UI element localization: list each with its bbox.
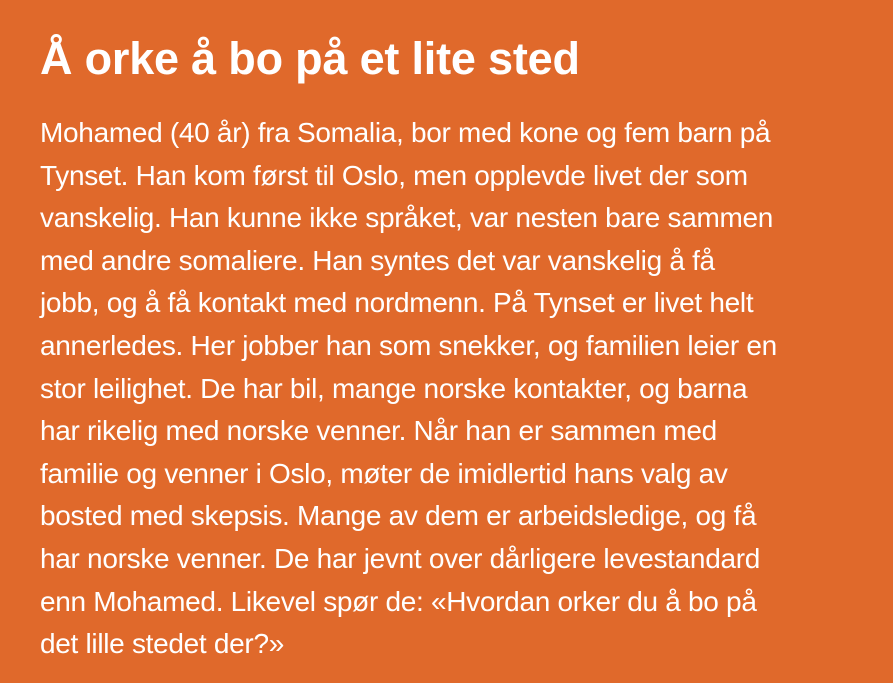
paragraph-line: familie og venner i Oslo, møter de imidlertid hans valg av [40, 457, 728, 489]
paragraph-line: har norske venner. De har jevnt over dårligere levestandard [40, 542, 761, 574]
paragraph-line: vanskelig. Han kunne ikke språket, var nesten bare sammen [40, 202, 774, 234]
paragraph-line: det lille stedet der?» [40, 628, 285, 660]
box-paragraph [40, 112, 873, 666]
paragraph-line: Mohamed (40 år) fra Somalia, bor med kone og fem barn på [40, 117, 771, 148]
paragraph-line: bosted med skepsis. Mange av dem er arbeidsledige, og få [40, 500, 757, 532]
paragraph-line: jobb, og å få kontakt med nordmenn. På Tynset er livet helt [40, 287, 754, 319]
box-title: Å orke å bo på et lite sted [40, 33, 580, 84]
paragraph-line: enn Mohamed. Likevel spør de: «Hvordan orker du å bo på [40, 585, 757, 617]
paragraph-line: Tynset. Han kom først til Oslo, men opplevde livet der som [40, 159, 748, 191]
paragraph-line: har rikelig med norske venner. Når han er sammen med [40, 415, 717, 447]
paragraph-line: med andre somaliere. Han syntes det var vanskelig å få [40, 244, 715, 276]
paragraph-line: annerledes. Her jobber han som snekker, og familien leier en [40, 329, 777, 361]
paragraph-line: stor leilighet. De har bil, mange norske kontakter, og barna [40, 372, 748, 404]
